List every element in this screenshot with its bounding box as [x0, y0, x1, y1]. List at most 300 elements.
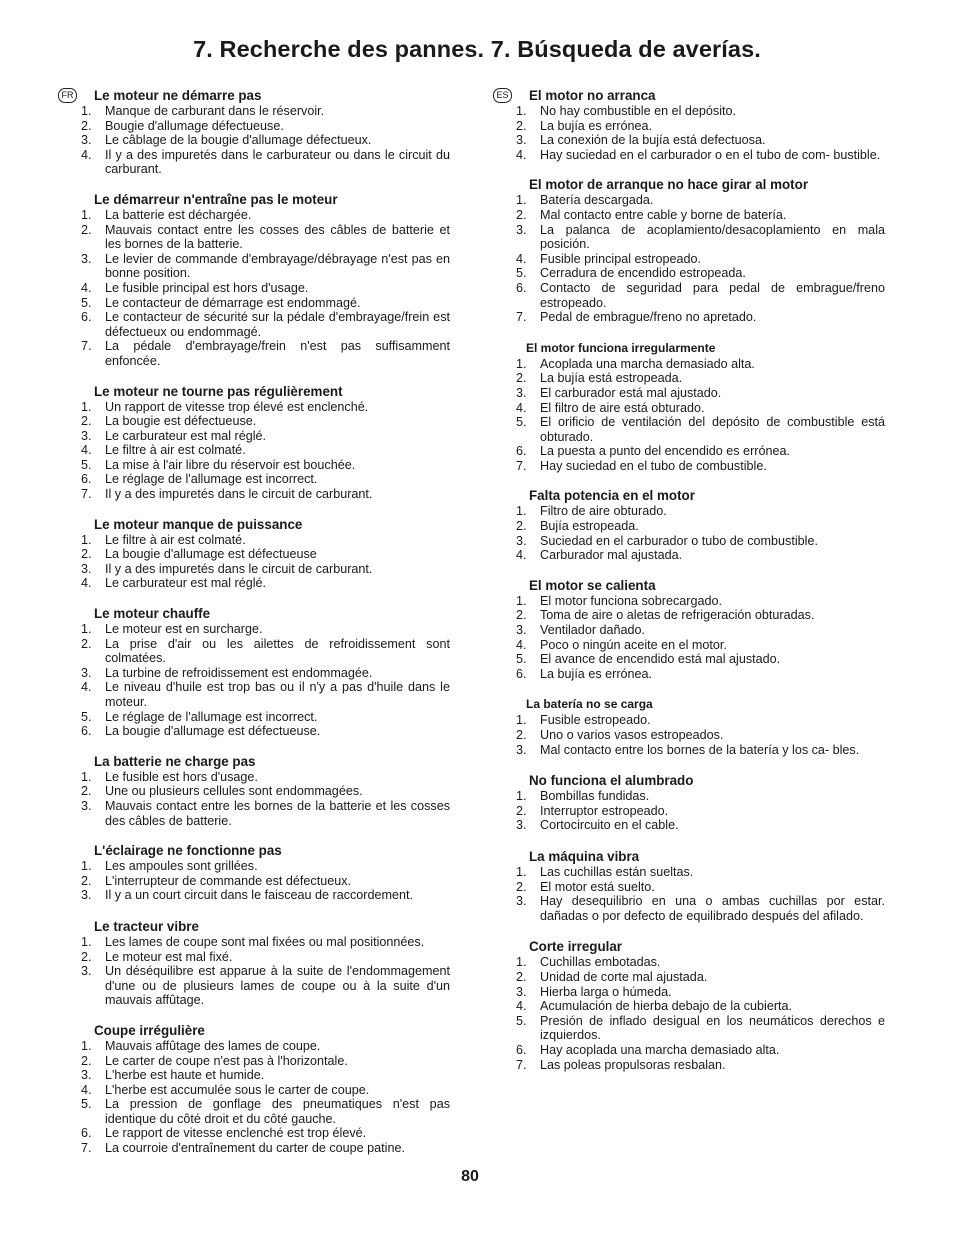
list-item [78, 458, 450, 473]
list-item [513, 415, 885, 444]
list-item-text: Las cuchillas están sueltas. [540, 864, 694, 879]
list-item-number: 2. [81, 118, 92, 133]
cause-list [513, 357, 885, 474]
list-item-number: 3. [81, 1068, 92, 1083]
list-item-number: 3. [516, 818, 527, 833]
list-item [513, 652, 885, 667]
list-item [78, 680, 450, 709]
list-item-text: Manque de carburant dans le réservoir. [105, 104, 325, 118]
list-item-number: 4. [81, 576, 92, 591]
list-item-text: Fusible principal estropeado. [540, 251, 702, 266]
list-item [78, 310, 450, 339]
list-item [513, 223, 885, 252]
list-item [513, 386, 885, 401]
list-item-number: 5. [516, 266, 527, 281]
cause-list [513, 193, 885, 324]
list-item-text: La conexión de la bujía está defectuosa. [540, 133, 766, 148]
list-item [78, 964, 450, 1008]
list-item [513, 789, 885, 804]
list-item-text: Filtro de aire obturado. [540, 504, 667, 519]
page-title: 7. Recherche des pannes. 7. Búsqueda de averías. [193, 36, 761, 62]
list-item-number: 2. [81, 636, 92, 651]
list-item-text: Interruptor estropeado. [540, 803, 669, 818]
list-item [78, 724, 450, 739]
list-item-text: Ventilador dañado. [540, 623, 646, 638]
list-item-text: Cerradura de encendido estropeada. [540, 266, 746, 281]
section-heading: El motor de arranque no hace girar al motor [529, 177, 809, 193]
list-item-text: Le carburateur est mal réglé. [105, 428, 267, 443]
list-item [513, 534, 885, 549]
list-item-number: 1. [81, 622, 92, 637]
cause-list [513, 955, 885, 1072]
list-item [78, 296, 450, 311]
troubleshooting-section [78, 1023, 450, 1156]
list-item [78, 547, 450, 562]
troubleshooting-section [513, 177, 885, 324]
troubleshooting-section [78, 843, 450, 903]
list-item [78, 429, 450, 444]
list-item [78, 339, 450, 368]
list-item-number: 4. [516, 999, 527, 1014]
list-item [78, 472, 450, 487]
list-item-number: 1. [81, 104, 92, 118]
list-item [513, 266, 885, 281]
list-item [513, 728, 885, 743]
list-item-text: Le filtre à air est colmaté. [105, 532, 246, 547]
list-item-number: 4. [516, 400, 527, 415]
list-item-text: Un rapport de vitesse trop élevé est enclenché. [105, 399, 369, 414]
list-item-text: El filtro de aire está obturado. [540, 400, 705, 415]
list-item-number: 1. [516, 713, 527, 728]
list-item-number: 1. [81, 769, 92, 784]
list-item [513, 985, 885, 1000]
list-item-number: 1. [81, 934, 92, 949]
list-item-text: La bougie est défectueuse. [105, 414, 257, 429]
list-item-text: Uno o varios vasos estropeados. [540, 728, 724, 742]
list-item-number: 6. [81, 724, 92, 739]
language-badge-fr: FR [58, 88, 77, 103]
list-item [78, 874, 450, 889]
list-item-number: 6. [81, 1126, 92, 1141]
list-item-number: 6. [81, 310, 92, 325]
list-item [78, 119, 450, 134]
list-item [513, 818, 885, 833]
list-item-number: 4. [516, 637, 527, 652]
list-item [513, 444, 885, 459]
list-item [513, 459, 885, 474]
list-item-number: 6. [81, 472, 92, 487]
french-column [78, 88, 450, 1156]
list-item-text: Las poleas propulsoras resbalan. [540, 1057, 726, 1072]
list-item [78, 400, 450, 415]
list-item-number: 1. [81, 207, 92, 222]
list-item-text: L'interrupteur de commande est défectueux. [105, 873, 352, 888]
list-item-number: 1. [81, 1038, 92, 1053]
list-item-text: El motor funciona sobrecargado. [540, 593, 723, 608]
cause-list [78, 400, 450, 502]
list-item-number: 3. [81, 665, 92, 680]
list-item [78, 1068, 450, 1083]
list-item-number: 5. [81, 457, 92, 472]
list-item-number: 3. [516, 623, 527, 638]
section-heading: La batería no se carga [526, 697, 653, 712]
list-item-number: 2. [81, 1053, 92, 1068]
list-item [513, 955, 885, 970]
list-item-text: Le câblage de la bougie d'allumage défectueux. [105, 133, 372, 148]
list-item-number: 5. [516, 1013, 527, 1028]
list-item-text: Le contacteur de démarrage est endommagé. [105, 295, 361, 310]
list-item-number: 1. [81, 399, 92, 414]
cause-list [78, 859, 450, 903]
list-item-text: Le contacteur de sécurité sur la pédale d'embrayage/frein est défectueux ou endommagé. [105, 310, 450, 339]
list-item [513, 608, 885, 623]
list-item-number: 7. [516, 458, 527, 473]
list-item-text: L'herbe est accumulée sous le carter de coupe. [105, 1082, 370, 1097]
section-heading: L'éclairage ne fonctionne pas [94, 843, 282, 859]
list-item-text: Hay acoplada una marcha demasiado alta. [540, 1042, 780, 1057]
list-item [78, 622, 450, 637]
list-item-text: El orificio de ventilación del depósito de combustible está obturado. [540, 415, 885, 444]
list-item [513, 713, 885, 728]
list-item-number: 3. [516, 385, 527, 400]
list-item-text: La pédale d'embrayage/frein n'est pas suffisamment enfoncée. [105, 339, 450, 368]
list-item-number: 7. [516, 1057, 527, 1072]
list-item-number: 2. [516, 519, 527, 534]
cause-list [78, 533, 450, 591]
section-heading: Le moteur ne démarre pas [94, 88, 262, 103]
list-item-number: 5. [81, 709, 92, 724]
list-item-number: 3. [516, 222, 527, 237]
troubleshooting-section [78, 517, 450, 591]
list-item-text: Le réglage de l'allumage est incorrect. [105, 472, 318, 487]
list-item-number: 2. [516, 803, 527, 818]
troubleshooting-section [78, 919, 450, 1008]
list-item-number: 2. [516, 118, 527, 133]
list-item [78, 1141, 450, 1156]
list-item [78, 666, 450, 681]
troubleshooting-section [78, 384, 450, 502]
list-item [78, 1054, 450, 1069]
list-item-text: La palanca de acoplamiento/desacoplamiento en mala posición. [540, 222, 885, 252]
list-item-number: 1. [81, 532, 92, 547]
list-item-text: Bombillas fundidas. [540, 789, 650, 804]
list-item-number: 4. [516, 251, 527, 266]
list-item [78, 859, 450, 874]
list-item-text: Le fusible est hors d'usage. [105, 769, 258, 784]
list-item-text: Mauvais contact entre les bornes de la batterie et les cosses des câbles de batterie. [105, 798, 450, 828]
list-item [78, 133, 450, 148]
list-item-number: 3. [81, 798, 92, 813]
cause-list [513, 594, 885, 682]
list-item-number: 4. [516, 147, 527, 162]
list-item [513, 623, 885, 638]
list-item-text: Hay desequilibrio en una o ambas cuchillas por estar. dañadas o por defecto de equilibrado después del afilado. [540, 894, 885, 923]
list-item-number: 3. [516, 133, 527, 148]
list-item-text: Le niveau d'huile est trop bas ou il n'y a pas d'huile dans le moteur. [105, 680, 450, 709]
list-item [513, 401, 885, 416]
list-item [513, 104, 885, 119]
list-item-text: La prise d'air ou les ailettes de refroidissement sont colmatées. [105, 636, 450, 666]
list-item [513, 638, 885, 653]
list-item-number: 1. [516, 789, 527, 804]
list-item-number: 7. [81, 1141, 92, 1156]
list-item [78, 104, 450, 119]
list-item-text: Carburador mal ajustada. [540, 548, 683, 563]
list-item-text: Il y a des impuretés dans le circuit de carburant. [105, 561, 373, 576]
list-item [78, 223, 450, 252]
list-item-text: La bujía está estropeada. [540, 371, 683, 386]
list-item-text: Batería descargada. [540, 193, 654, 208]
list-item-number: 7. [81, 339, 92, 354]
list-item-number: 2. [516, 728, 527, 742]
list-item-number: 1. [516, 864, 527, 879]
list-item-text: Il y a un court circuit dans le faisceau de raccordement. [105, 888, 413, 903]
list-item-text: Contacto de seguridad para pedal de embrague/freno estropeado. [540, 280, 885, 310]
list-item-number: 1. [81, 859, 92, 874]
list-item [513, 208, 885, 223]
list-item [78, 799, 450, 828]
section-heading: La máquina vibra [529, 848, 640, 864]
list-item-number: 1. [516, 955, 527, 970]
troubleshooting-section [78, 88, 450, 177]
section-heading: Le moteur manque de puissance [94, 516, 303, 532]
list-item [78, 637, 450, 666]
list-item-number: 2. [81, 547, 92, 562]
cause-list [513, 504, 885, 562]
troubleshooting-section [78, 754, 450, 828]
list-item-number: 6. [516, 444, 527, 459]
section-heading: El motor no arranca [529, 88, 656, 103]
list-item-text: Le filtre à air est colmaté. [105, 443, 246, 458]
list-item [513, 119, 885, 134]
section-heading: Coupe irrégulière [94, 1022, 205, 1038]
list-item-text: Bougie d'allumage défectueuse. [105, 118, 284, 133]
list-item-number: 3. [516, 984, 527, 999]
list-item [78, 208, 450, 223]
list-item-text: Le fusible principal est hors d'usage. [105, 280, 309, 295]
list-item [78, 576, 450, 591]
list-item-text: Le rapport de vitesse enclenché est trop élevé. [105, 1126, 367, 1141]
list-item [78, 148, 450, 177]
list-item-number: 2. [81, 414, 92, 429]
list-item [513, 281, 885, 310]
list-item-text: Suciedad en el carburador o tubo de combustible. [540, 533, 818, 548]
list-item-number: 6. [516, 666, 527, 681]
list-item-text: Fusible estropeado. [540, 713, 651, 728]
list-item-number: 4. [516, 548, 527, 563]
list-item [78, 281, 450, 296]
list-item-number: 3. [516, 533, 527, 548]
list-item-number: 5. [81, 1097, 92, 1112]
section-heading: Corte irregular [529, 939, 623, 955]
list-item-text: Mauvais affûtage des lames de coupe. [105, 1038, 321, 1053]
list-item-number: 1. [516, 104, 527, 118]
list-item-text: Poco o ningún aceite en el motor. [540, 637, 727, 652]
list-item-number: 2. [81, 873, 92, 888]
list-item-text: Il y a des impuretés dans le carburateur ou dans le circuit du carburant. [105, 147, 450, 177]
language-badge-es: ES [493, 88, 512, 103]
list-item-text: Le levier de commande d'embrayage/débrayage n'est pas en bonne position. [105, 251, 450, 281]
cause-list [513, 104, 885, 162]
section-heading: Le démarreur n'entraîne pas le moteur [94, 191, 338, 207]
troubleshooting-section [513, 939, 885, 1072]
list-item [78, 1097, 450, 1126]
list-item-number: 5. [516, 652, 527, 667]
list-item [513, 804, 885, 819]
list-item-text: La bougie d'allumage est défectueuse. [105, 724, 321, 739]
list-item-number: 1. [516, 356, 527, 371]
troubleshooting-section [78, 606, 450, 739]
list-item-text: Hay suciedad en el carburador o en el tubo de com- bustible. [540, 147, 881, 162]
list-item [513, 148, 885, 163]
list-item [78, 1126, 450, 1141]
list-item-number: 2. [81, 222, 92, 237]
list-item-text: Hierba larga o húmeda. [540, 984, 672, 999]
list-item [78, 533, 450, 548]
list-item-text: Hay suciedad en el tubo de combustible. [540, 458, 767, 473]
list-item-text: La mise à l'air libre du réservoir est bouchée. [105, 457, 356, 472]
list-item [513, 743, 885, 758]
list-item-text: El motor está suelto. [540, 879, 655, 894]
list-item-text: No hay combustible en el depósito. [540, 104, 737, 118]
list-item-number: 3. [81, 251, 92, 266]
list-item [513, 999, 885, 1014]
list-item-text: La courroie d'entraînement du carter de coupe patine. [105, 1141, 405, 1156]
list-item-text: Un déséquilibre est apparue à la suite de l'endommagement d'une ou de plusieurs lames de coupe ou à la suite d'un mauvais affûtage. [105, 964, 450, 1008]
list-item [78, 710, 450, 725]
list-item [78, 562, 450, 577]
list-item-number: 1. [516, 193, 527, 208]
list-item [78, 1039, 450, 1054]
section-heading: Falta potencia en el motor [529, 488, 695, 504]
list-item-text: Mal contacto entre cable y borne de batería. [540, 207, 787, 222]
list-item [78, 950, 450, 965]
section-heading: Le moteur ne tourne pas régulièrement [94, 383, 343, 399]
list-item-number: 2. [516, 879, 527, 894]
list-item-number: 4. [81, 443, 92, 458]
list-item [513, 1014, 885, 1043]
list-item-text: Le carburateur est mal réglé. [105, 576, 267, 591]
list-item-number: 4. [81, 1082, 92, 1097]
list-item [78, 252, 450, 281]
list-item-number: 3. [81, 561, 92, 576]
section-heading: Le moteur chauffe [94, 606, 211, 622]
list-item-text: Le réglage de l'allumage est incorrect. [105, 709, 318, 724]
list-item-text: La pression de gonflage des pneumatiques n'est pas identique du côté droit et du côté gauche. [105, 1097, 450, 1126]
list-item [513, 970, 885, 985]
list-item [513, 504, 885, 519]
cause-list [513, 713, 885, 757]
list-item [513, 193, 885, 208]
list-item-number: 4. [81, 147, 92, 162]
section-heading: El motor funciona irregularmente [526, 340, 716, 355]
cause-list [78, 104, 450, 177]
list-item [78, 770, 450, 785]
list-item-text: Mal contacto entre los bornes de la batería y los ca- bles. [540, 742, 860, 757]
cause-list [513, 789, 885, 833]
list-item-number: 5. [81, 295, 92, 310]
list-item [78, 784, 450, 799]
list-item-text: Le carter de coupe n'est pas à l'horizontale. [105, 1053, 348, 1068]
list-item [513, 548, 885, 563]
list-item-number: 4. [81, 280, 92, 295]
list-item-number: 2. [516, 608, 527, 623]
list-item-text: L'herbe est haute et humide. [105, 1068, 265, 1083]
list-item-number: 3. [81, 964, 92, 979]
list-item-text: Acumulación de hierba debajo de la cubierta. [540, 999, 793, 1014]
cause-list [513, 865, 885, 923]
list-item-text: Les ampoules sont grillées. [105, 859, 258, 874]
list-item [513, 1058, 885, 1073]
list-item [78, 443, 450, 458]
list-item [513, 1043, 885, 1058]
list-item-number: 3. [81, 888, 92, 903]
list-item-number: 3. [81, 133, 92, 148]
cause-list [78, 208, 450, 369]
list-item-text: Pedal de embrague/freno no apretado. [540, 310, 757, 325]
list-item-text: Une ou plusieurs cellules sont endommagées. [105, 784, 363, 799]
list-item [513, 310, 885, 325]
list-item-text: La bujía es errónea. [540, 118, 653, 133]
list-item-text: Unidad de corte mal ajustada. [540, 969, 708, 984]
list-item [513, 252, 885, 267]
list-item [513, 371, 885, 386]
list-item-text: Les lames de coupe sont mal fixées ou mal positionnées. [105, 934, 425, 949]
list-item-number: 1. [516, 504, 527, 519]
list-item [78, 1083, 450, 1098]
cause-list [78, 622, 450, 739]
list-item-text: Mauvais contact entre les cosses des câbles de batterie et les bornes de la batterie. [105, 222, 450, 252]
list-item-text: Presión de inflado desigual en los neumáticos derechos e izquierdos. [540, 1013, 885, 1043]
section-heading: Le tracteur vibre [94, 918, 199, 934]
list-item-number: 2. [516, 969, 527, 984]
page-number: 80 [461, 1168, 479, 1185]
list-item-text: El avance de encendido está mal ajustado. [540, 652, 781, 667]
list-item-number: 2. [516, 207, 527, 222]
list-item [513, 667, 885, 682]
list-item-number: 1. [516, 593, 527, 608]
list-item [78, 487, 450, 502]
list-item [78, 414, 450, 429]
cause-list [78, 935, 450, 1008]
troubleshooting-section [513, 88, 885, 162]
section-heading: La batterie ne charge pas [94, 753, 256, 769]
list-item-text: Cortocircuito en el cable. [540, 818, 679, 833]
list-item [513, 880, 885, 895]
list-item [513, 133, 885, 148]
list-item-number: 6. [516, 280, 527, 295]
list-item-number: 5. [516, 415, 527, 430]
list-item-text: Acoplada una marcha demasiado alta. [540, 356, 755, 371]
list-item [513, 865, 885, 880]
list-item-number: 2. [81, 949, 92, 964]
troubleshooting-section [78, 192, 450, 369]
list-item-number: 3. [81, 428, 92, 443]
list-item-text: La puesta a punto del encendido es errónea. [540, 444, 790, 459]
troubleshooting-section [513, 341, 885, 474]
list-item-text: Toma de aire o aletas de refrigeración obturadas. [540, 608, 815, 623]
troubleshooting-section [513, 578, 885, 682]
troubleshooting-section [513, 849, 885, 923]
list-item-text: Il y a des impuretés dans le circuit de carburant. [105, 487, 373, 502]
list-item-text: Cuchillas embotadas. [540, 955, 661, 970]
list-item-text: Le moteur est en surcharge. [105, 622, 263, 637]
spanish-column [513, 88, 885, 1072]
list-item-text: Bujía estropeada. [540, 519, 639, 534]
list-item [513, 894, 885, 923]
list-item-number: 6. [516, 1042, 527, 1057]
list-item-number: 4. [81, 680, 92, 695]
